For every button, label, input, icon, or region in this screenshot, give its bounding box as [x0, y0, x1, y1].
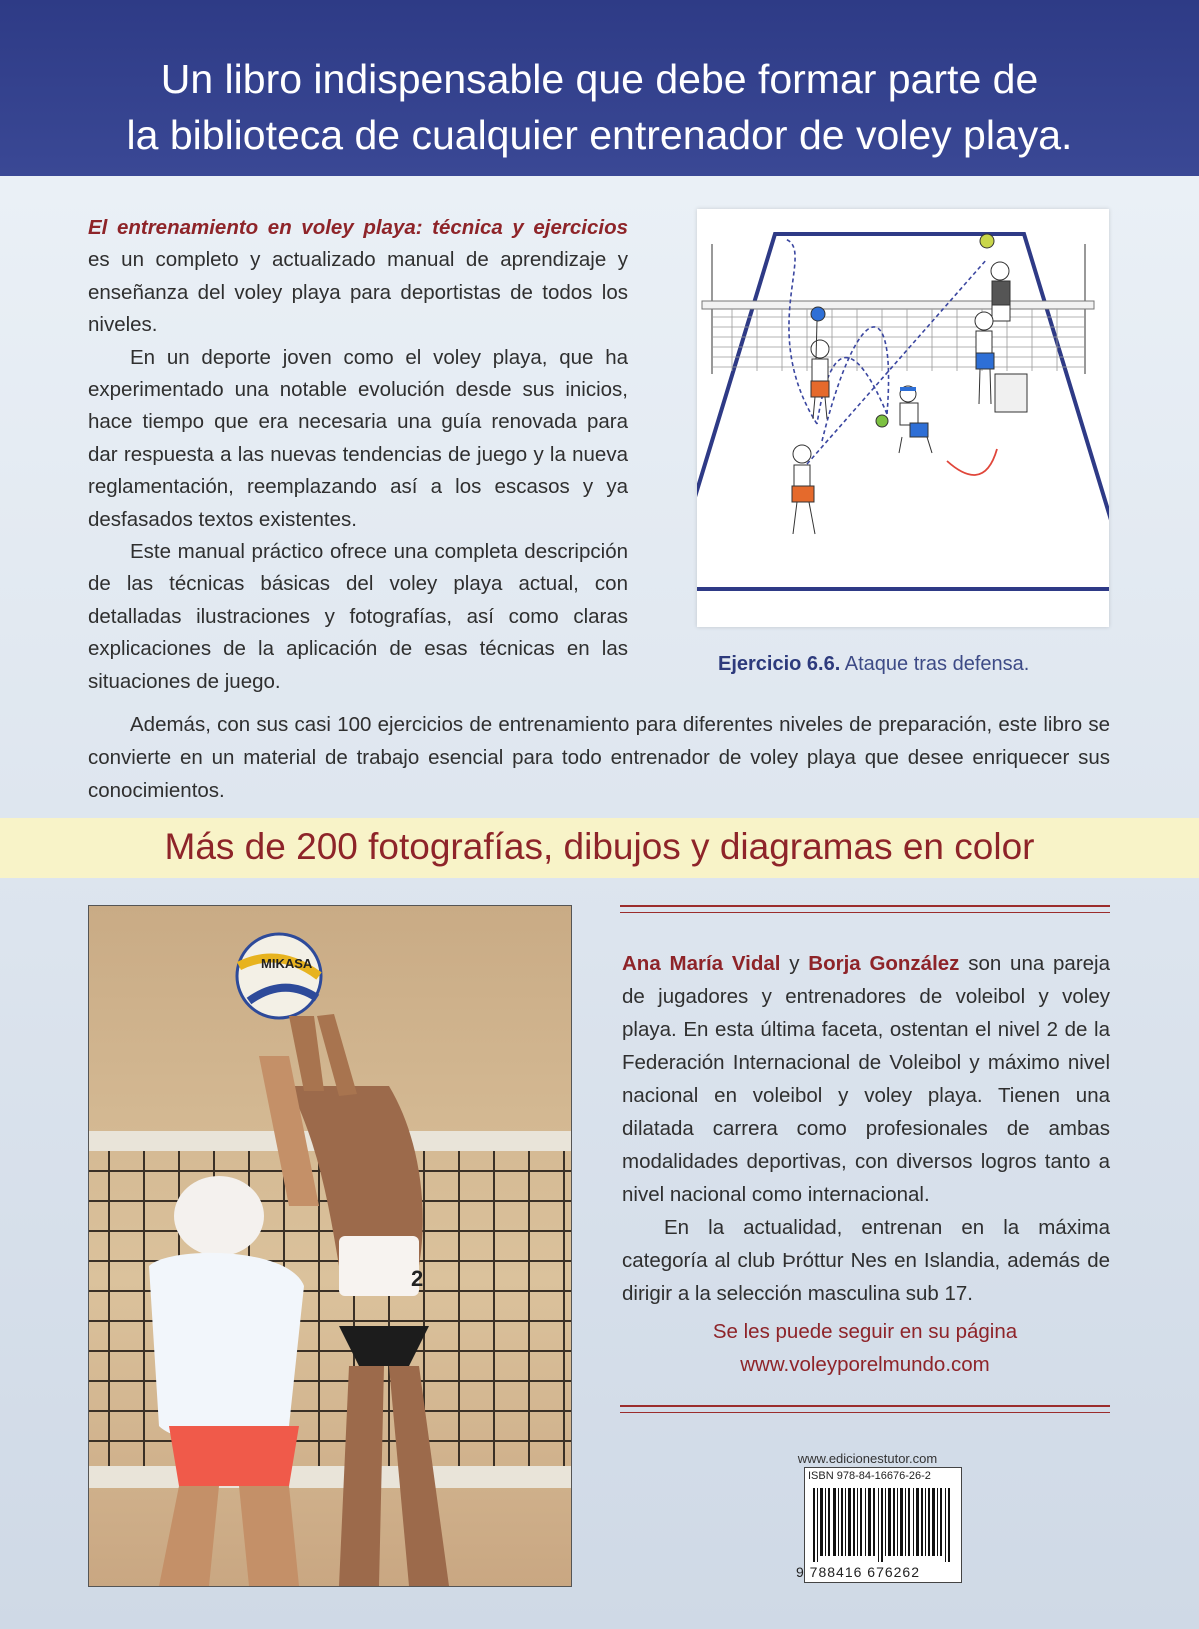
author-bio [622, 947, 1110, 1310]
headline-line-1: Un libro indispensable que debe formar parte de [160, 56, 1039, 102]
player-right-jersey [339, 1236, 419, 1296]
player-right-arm-left [289, 1016, 324, 1091]
net-mesh [712, 309, 1085, 371]
exercise-diagram [697, 209, 1109, 627]
equipment-box [995, 374, 1027, 412]
ball-brand-text: MIKASA [261, 956, 313, 971]
author-name-1: Ana María Vidal [622, 952, 781, 975]
court-diagram-svg [697, 209, 1109, 627]
ball-trajectory-3 [807, 259, 987, 464]
player-left-leg-left [159, 1486, 219, 1586]
jersey-number: 2 [411, 1266, 424, 1291]
author-website-note [620, 1315, 1110, 1381]
player-defender [876, 386, 932, 453]
feature-band-text: Más de 200 fotografías, dibujos y diagramas en color [164, 826, 1035, 867]
intro-paragraph-1 [88, 212, 628, 342]
movement-arrow [947, 449, 997, 475]
follow-text: Se les puede seguir en su página [712, 1320, 1018, 1343]
player-left-cap [174, 1176, 264, 1256]
bio-paragraph-1 [622, 947, 1110, 1211]
intro-paragraph-1-text: es un completo y actualizado manual de aprendizaje y enseñanza del voley playa para deportistas de todos los niveles. [88, 248, 628, 337]
header-banner [0, 0, 1199, 176]
photo-illustration [89, 906, 571, 1586]
player-left-bottoms [169, 1426, 299, 1486]
figure-caption [718, 653, 1029, 676]
headline-line-2: la biblioteca de cualquier entrenador de voley playa. [126, 112, 1073, 158]
intro-text [88, 212, 628, 698]
net-top-band [702, 301, 1094, 309]
author-website-link[interactable]: www.voleyporelmundo.com [740, 1353, 990, 1376]
volleyball [237, 934, 321, 1018]
player-left-leg-right [239, 1486, 299, 1586]
divider-top [620, 905, 1110, 913]
caption-text: Ataque tras defensa. [844, 653, 1030, 675]
intro-paragraph-3: Este manual práctico ofrece una completa descripción de las técnicas básicas del voley playa actual, con detalladas ilustraciones y fotografías, así como claras explicaciones de la aplicación de esas técnicas en las situaciones de juego. [88, 540, 628, 693]
caption-label: Ejercicio 6.6. [718, 653, 841, 675]
author-name-2: Borja González [808, 952, 960, 975]
isbn-number: ISBN 978-84-16676-26-2 [808, 1470, 931, 1482]
beach-volley-photo [88, 905, 572, 1587]
player-left-jersey [149, 1253, 304, 1441]
book-title: El entrenamiento en voley playa: técnica y ejercicios [88, 216, 628, 239]
intro-paragraph-4: Además, con sus casi 100 ejercicios de entrenamiento para diferentes niveles de preparación, este libro se convierte en un material de trabajo esencial para todo entrenador de voley playa que desee enriquecer sus conocimientos. [88, 713, 1110, 802]
bio-paragraph-1-text: son una pareja de jugadores y entrenadores de voleibol y voley playa. En esta última faceta, ostentan el nivel 2 de la Federación Internacional de Voleibol y máximo nivel nacional en voleibol y voley playa. Tienen una dilatada carrera como profesionales de ambas modalidades deportivas, con diversos logros tanto a nivel nacional como internacional. [622, 952, 1111, 1206]
player-blocker-near [975, 312, 994, 404]
player-attacker-near-net [811, 307, 829, 419]
player-right-bottoms [339, 1326, 429, 1366]
bio-paragraph-2: En la actualidad, entrenan en la máxima categoría al club Þróttur Nes en Islandia, además de dirigir a la selección masculina sub 17. [622, 1216, 1110, 1305]
publisher-url: www.edicionestutor.com [797, 1451, 938, 1466]
player-right-leg-left [339, 1366, 384, 1586]
divider-bottom [620, 1405, 1110, 1413]
net-bottom-band [89, 1466, 571, 1488]
author-connector: y [789, 952, 800, 975]
barcode-digits: 9 788416 676262 [796, 1564, 920, 1580]
intro-paragraph-2: En un deporte joven como el voley playa, que ha experimentado una notable evolución desde sus inicios, hace tiempo que era necesaria una guía renovada para dar respuesta a las nuevas tendencias de juego y la nueva reglamentación, reemplazando así a los escasos y ya desfasados textos existentes. [88, 345, 628, 531]
